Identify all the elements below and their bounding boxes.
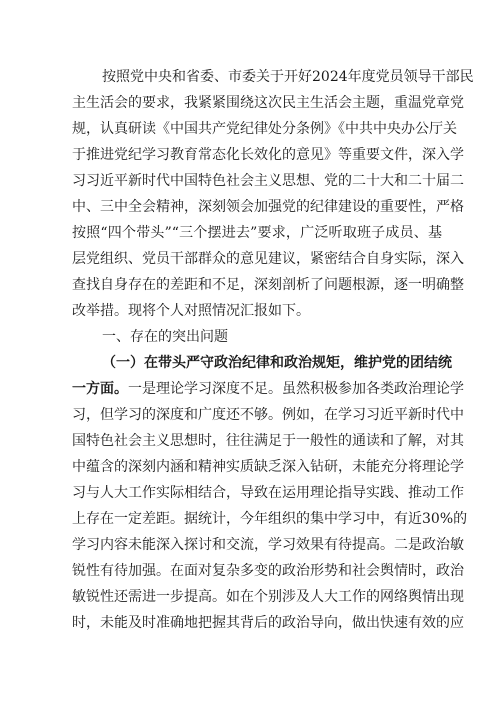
intro-line: 中、三中全会精神，深刻领会加强党的纪律建设的重要性，严格 [72, 199, 464, 215]
intro-line: 于推进党纪学习教育常态化长效化的意见》等重要文件，深入学 [72, 147, 464, 163]
section-heading: 一、存在的突出问题 [102, 329, 228, 345]
intro-line: 改举措。现将个人对照情况汇报如下。 [72, 303, 310, 319]
intro-line: 规，认真研读《中国共产党纪律处分条例》《中共中央办公厅关 [72, 121, 457, 137]
intro-line: 查找自身存在的差距和不足，深刻剖析了问题根源，逐一明确整 [72, 277, 464, 293]
intro-line: 按照党中央和省委、市委关于开好2024年度党员领导干部民 [102, 69, 474, 85]
body-line: 习，但学习的深度和广度还不够。例如，在学习习近平新时代中 [72, 407, 464, 423]
intro-line: 层党组织、党员干部群众的意见建议，紧密结合自身实际，深入 [72, 251, 464, 267]
body-line: 中蕴含的深刻内涵和精神实质缺乏深入钻研，未能充分将理论学 [72, 459, 464, 475]
body-line: 上存在一定差距。据统计，今年组织的集中学习中，有近30%的 [72, 511, 468, 527]
subsection-title: （一）在带头严守政治纪律和政治规矩，维护党的团结统 [102, 355, 452, 371]
body-text: 一是理论学习深度不足。虽然积极参加各类政治理论学 [128, 381, 464, 397]
body-line: 学习内容未能深入探讨和交流，学习效果有待提高。二是政治敏 [72, 537, 464, 553]
intro-line: 习习近平新时代中国特色社会主义思想、党的二十大和二十届二 [72, 173, 464, 189]
body-line: 习与人大工作实际相结合，导致在运用理论指导实践、推动工作 [72, 485, 464, 501]
body-line: 敏锐性还需进一步提高。如在个别涉及人大工作的网络舆情出现 [72, 589, 464, 605]
body-line: 锐性有待加强。在面对复杂多变的政治形势和社会舆情时，政治 [72, 563, 464, 579]
intro-line: 按照“四个带头”“三个摆进去”要求，广泛听取班子成员、基 [72, 225, 442, 241]
body-line: 国特色社会主义思想时，往往满足于一般性的通读和了解，对其 [72, 433, 464, 449]
body-line: 时，未能及时准确地把握其背后的政治导向，做出快速有效的应 [72, 615, 464, 631]
subsection-title-continued [72, 381, 464, 398]
subsection-title-end: 一方面。 [72, 381, 128, 397]
intro-line: 主生活会的要求，我紧紧围绕这次民主生活会主题，重温党章党 [72, 95, 464, 111]
